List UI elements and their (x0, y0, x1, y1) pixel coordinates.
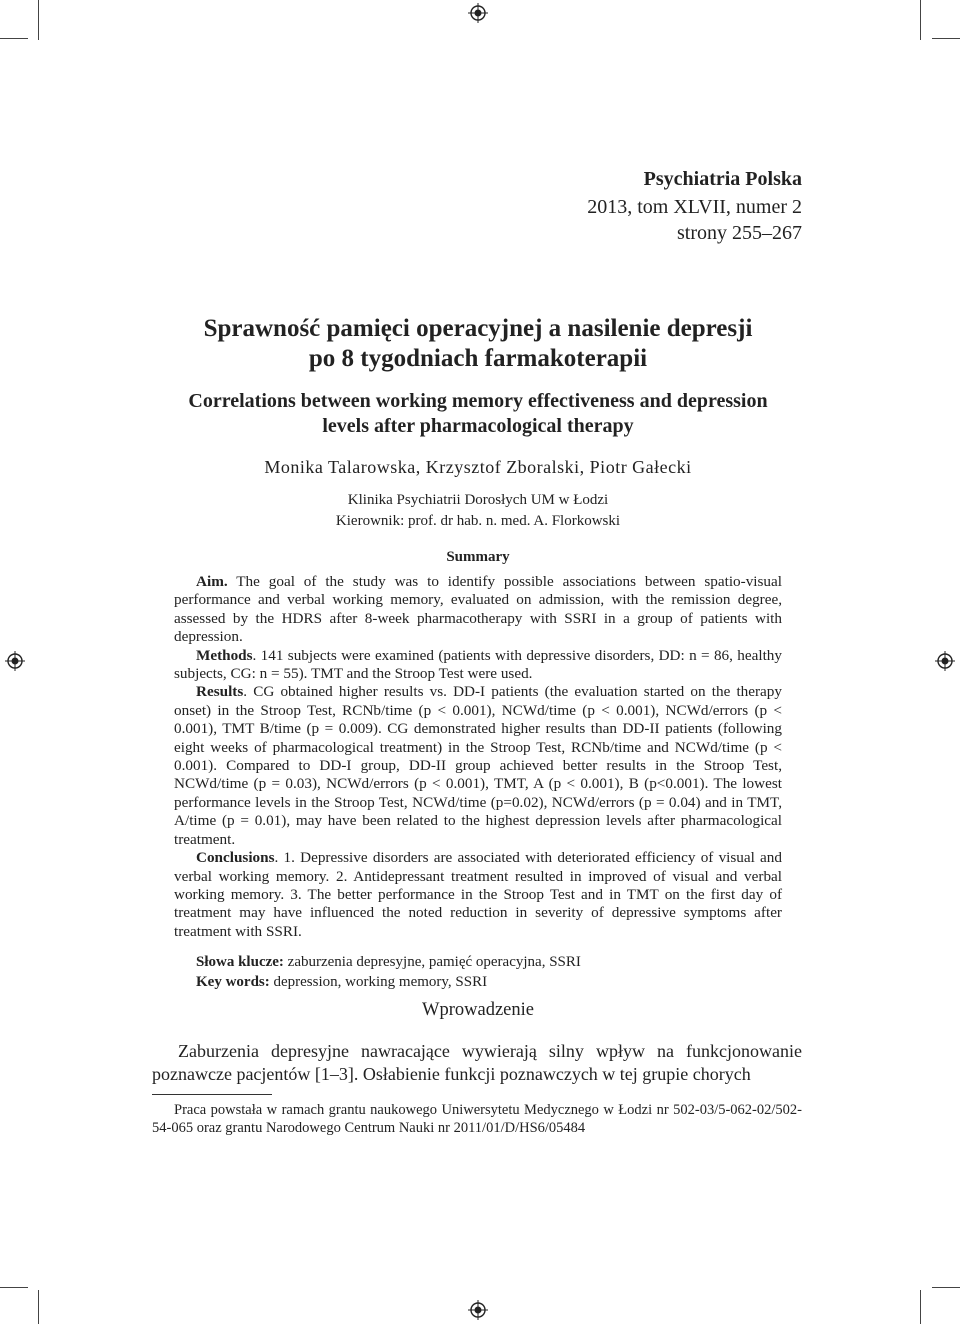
crop-mark (38, 1290, 39, 1324)
keywords-polish-label: Słowa klucze: (196, 954, 284, 970)
body-text (152, 1040, 802, 1086)
keywords (196, 952, 581, 992)
footnote (152, 1101, 802, 1137)
footnote-rule (152, 1094, 272, 1095)
journal-volume: 2013, tom XLVII, numer 2 (587, 196, 802, 218)
affiliation-line: Kierownik: prof. dr hab. n. med. A. Florkowski (335, 513, 621, 529)
crop-mark (920, 0, 921, 40)
authors: Monika Talarowska, Krzysztof Zboralski, Piotr Gałecki (264, 457, 692, 477)
title-polish (150, 314, 806, 374)
keywords-english-label: Key words: (196, 974, 270, 990)
aim-label: Aim. (196, 573, 228, 590)
section-heading: Wprowadzenie (422, 1000, 534, 1020)
methods-text: . 141 subjects were examined (patients with depressive disorders, DD: n = 86, healthy subjects, CG: n = 55). TMT and the Stroop Test were used. (174, 646, 782, 683)
abstract-results (174, 683, 782, 849)
crop-mark (38, 0, 39, 40)
registration-mark-icon (935, 651, 955, 671)
keywords-polish (196, 952, 581, 972)
methods-label: Methods (196, 646, 253, 664)
registration-mark-icon (5, 651, 25, 671)
footnote-text: Praca powstała w ramach grantu naukowego Uniwersytetu Medycznego w Łodzi nr 502-03/5-062-02/502-54-065 oraz grantu Narodowego Centrum Nauki nr 2011/01/D/HS6/05484 (152, 1102, 802, 1136)
conclusions-text: . 1. Depressive disorders are associated with deteriorated efficiency of visual and verbal working memory. 2. Antidepressant treatment resulted in improved of visual and verbal working memory. 3. The better performance in the Stroop Test and in TMT on the first day of treatment may have influenced the noted reduction in severity of depressive symptoms after treatment with SSRI. (174, 849, 782, 940)
title-english (150, 389, 806, 439)
aim-text: The goal of the study was to identify possible associations between spatio-visual performance and verbal working memory, evaluated on admission, with the remission degree, assessed by the HDRS after 8-week pharmacotherapy with SSRI in a group of patients with depression. (174, 573, 782, 646)
title-english-line: levels after pharmacological therapy (322, 415, 634, 437)
journal-name: Psychiatria Polska (643, 168, 802, 190)
abstract-aim (174, 573, 782, 647)
abstract-conclusions (174, 849, 782, 941)
registration-mark-icon (468, 1300, 488, 1320)
abstract (174, 573, 782, 941)
summary-heading: Summary (446, 549, 510, 565)
results-text: . CG obtained higher results vs. DD-I patients (the evaluation started on the therapy onset) in the Stroop Test, RCNb/time (p < 0.001), NCWd/time (p < 0.001), NCWd/errors (p < 0.001), TMT B/time (p = 0.009). CG demonstrated higher results than DD-II patients (following eight weeks of pharmacological treatment) in the Stroop Test, RCNb/time and NCWd/time (p < 0.001). Compared to DD-I group, DD-II group achieved better results in the Stroop Test, NCWd/time (p = 0.03), NCWd/errors (p < 0.001), TMT, A (p < 0.001), B (p<0.001). The lowest performance levels in the Stroop Test, NCWd/time (p=0.02), NCWd/errors (p = 0.04) and in TMT, A/time (p = 0.01), may have been related to the highest depression levels after pharmacological treatment. (174, 683, 782, 848)
affiliation-line: Klinika Psychiatrii Dorosłych UM w Łodzi (347, 492, 609, 508)
crop-mark (932, 38, 960, 39)
registration-mark-icon (468, 3, 488, 23)
results-label: Results (196, 683, 244, 701)
affiliation (150, 490, 806, 532)
journal-pages: strony 255–267 (677, 222, 802, 244)
crop-mark (0, 38, 28, 39)
crop-mark (932, 1287, 960, 1288)
keywords-english (196, 972, 581, 992)
abstract-methods (174, 647, 782, 684)
title-polish-line: Sprawność pamięci operacyjnej a nasilenie depresji (203, 315, 753, 342)
conclusions-label: Conclusions (196, 849, 275, 867)
body-paragraph: Zaburzenia depresyjne nawracające wywierają silny wpływ na funkcjonowanie poznawcze pacjentów [1–3]. Osłabienie funkcji poznawczych w tej grupie chorych (152, 1041, 802, 1084)
keywords-english-text: depression, working memory, SSRI (269, 974, 488, 990)
title-polish-line: po 8 tygodniach farmakoterapii (308, 345, 648, 372)
title-english-line: Correlations between working memory effectiveness and depression (188, 390, 768, 412)
crop-mark (920, 1290, 921, 1324)
crop-mark (0, 1287, 28, 1288)
keywords-polish-text: zaburzenia depresyjne, pamięć operacyjna, SSRI (283, 954, 581, 970)
